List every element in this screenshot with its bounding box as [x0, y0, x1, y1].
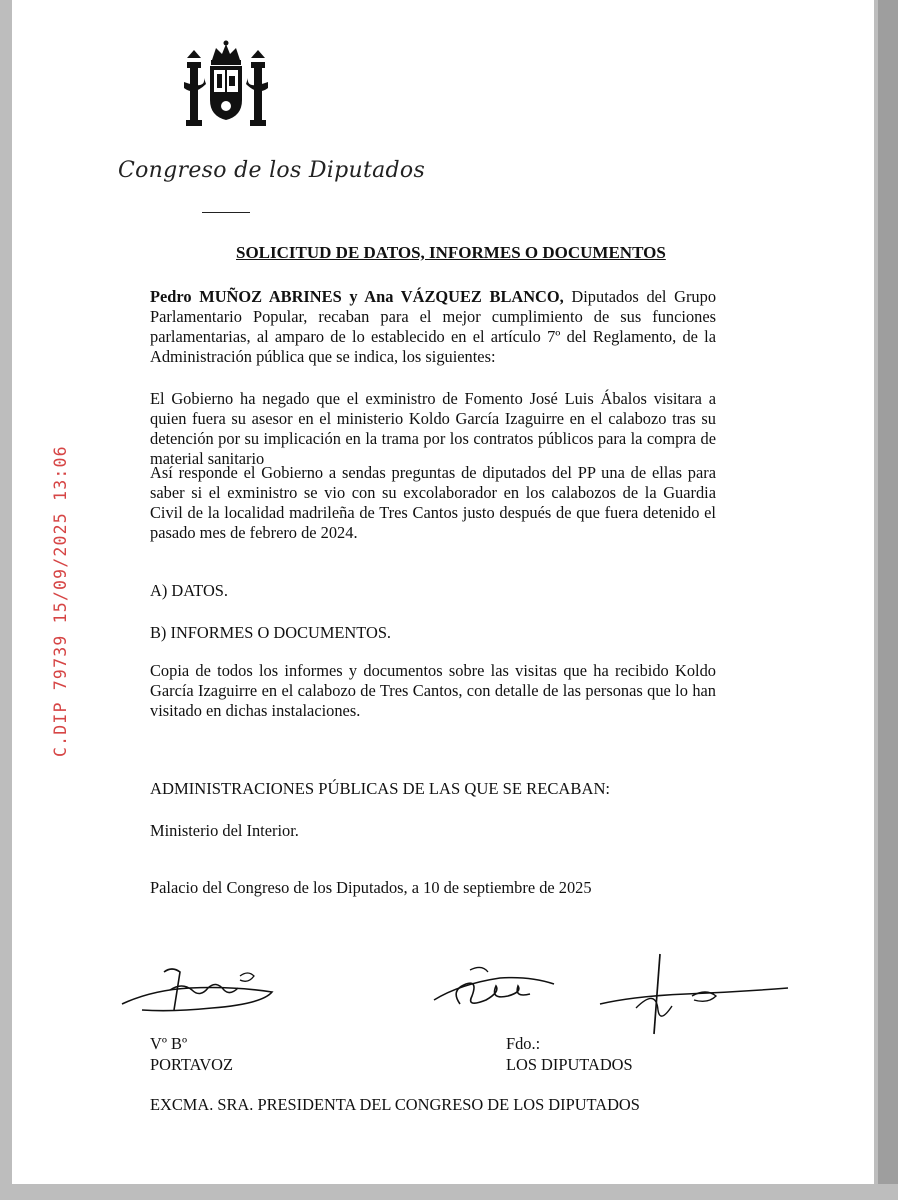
section-b-text: Copia de todos los informes y documentos sobre las visitas que ha recibido Koldo García Izaguirre en el calabozo de Tres Cantos, con detalle de las personas que lo han visitado en dichas instalaciones. [150, 661, 716, 720]
body-paragraph-1: El Gobierno ha negado que el exministro de Fomento José Luis Ábalos visitara a quien fuera su asesor en el ministerio Koldo García Izaguirre en el calabozo tras su detención por su implicación en la trama por los contratos públicos para la compra de material sanitario [150, 389, 716, 468]
administrations-heading: ADMINISTRACIONES PÚBLICAS DE LAS QUE SE RECABAN: [150, 779, 611, 798]
section-a-heading: A) DATOS. [150, 581, 229, 600]
spokesperson-label: PORTAVOZ [150, 1055, 234, 1074]
place-date: Palacio del Congreso de los Diputados, a 10 de septiembre de 2025 [150, 878, 592, 897]
signature-deputy-2 [596, 948, 792, 1038]
signed-label: Fdo.: [506, 1034, 541, 1053]
section-b-heading: B) INFORMES O DOCUMENTOS. [150, 623, 392, 642]
deputies-label: LOS DIPUTADOS [506, 1055, 633, 1074]
institution-name: Congreso de los Diputados [118, 158, 426, 183]
signature-deputy-1 [430, 960, 560, 1020]
intro-paragraph [150, 287, 716, 367]
intro-text: Diputados del Grupo Parlamentario Popular, recaban para el mejor cumplimiento de sus funciones parlamentarias, al amparo de lo establecido en el artículo 7º del Reglamento, de la Administración pública que se indica, los siguientes: [150, 287, 717, 366]
scan-edge-right [878, 0, 898, 1200]
registry-stamp-text: C.DIP 79739 15/09/2025 13:06 [51, 445, 70, 757]
administration-name: Ministerio del Interior. [150, 821, 299, 840]
addressee: EXCMA. SRA. PRESIDENTA DEL CONGRESO DE LOS DIPUTADOS [150, 1095, 640, 1114]
divider [202, 212, 250, 213]
registry-stamp [38, 428, 70, 768]
signature-spokesperson [112, 960, 282, 1020]
deputy-names: Pedro MUÑOZ ABRINES y Ana VÁZQUEZ BLANCO, [150, 287, 564, 306]
approval-label: Vº Bº [150, 1034, 188, 1053]
document-title: SOLICITUD DE DATOS, INFORMES O DOCUMENTOS [236, 243, 666, 262]
body-paragraph-2: Así responde el Gobierno a sendas preguntas de diputados del PP una de ellas para saber si el exministro se vio con su excolaborador en los calabozos de la Guardia Civil de la localidad madrileña de Tres Cantos justo después de que fuera detenido el pasado mes de febrero de 2024. [150, 463, 716, 542]
scan-edge-bottom [0, 1184, 898, 1200]
coat-of-arms-icon [176, 38, 276, 138]
